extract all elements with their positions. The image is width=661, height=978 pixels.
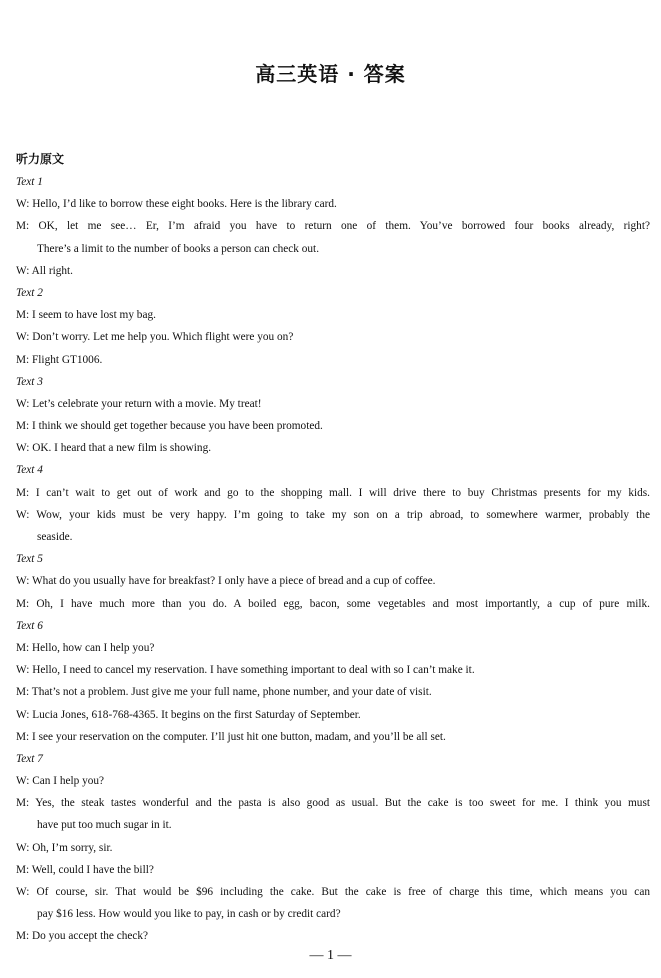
page-title: 高三英语 · 答案 [255,62,406,86]
page-number: — 1 — [309,948,352,963]
transcript-line: M: I see your reservation on the computer. I’ll just hit one button, madam, and you’ll be all set. [16,730,446,743]
transcript-line: M: I think we should get together because you have been promoted. [16,420,323,433]
transcript-line-continued: There’s a limit to the number of books a person can check out. [37,242,320,255]
transcript-line: W: Can I help you? [16,775,105,788]
transcript-line: W: Hello, I need to cancel my reservation. I have something important to deal with so I can’t make it. [16,664,475,677]
transcript-line: W: Wow, your kids must be very happy. I’m going to take my son on a trip abroad, to somewhere warmer, probably the [16,508,650,521]
text-label: Text 6 [16,619,43,632]
transcript-line: W: Hello, I’d like to borrow these eight books. Here is the library card. [16,198,337,211]
transcript-line: M: Oh, I have much more than you do. A boiled egg, bacon, some vegetables and most importantly, a cup of pure milk. [16,597,650,610]
transcript-line: M: Do you accept the check? [16,930,149,943]
transcript-line: M: Hello, how can I help you? [16,641,155,654]
transcript-line: W: Oh, I’m sorry, sir. [16,841,113,854]
transcript-line: M: I can’t wait to get out of work and go to the shopping mall. I will drive there to buy Christmas presents for my kids. [16,486,650,499]
transcript-line: W: OK. I heard that a new film is showing. [16,442,212,455]
transcript-line: W: Let’s celebrate your return with a movie. My treat! [16,397,262,410]
transcript-body [16,171,650,948]
transcript-line-continued: have put too much sugar in it. [37,819,172,832]
text-label: Text 7 [16,752,43,765]
text-label: Text 3 [16,375,43,388]
section-title: 听力原文 [16,152,65,166]
transcript-line-continued: pay $16 less. How would you like to pay, in cash or by credit card? [37,908,341,921]
transcript-line: M: Yes, the steak tastes wonderful and the pasta is also good as usual. But the cake is too sweet for me. I think you must [16,797,650,810]
transcript-line: W: All right. [16,264,74,277]
transcript-line: M: Well, could I have the bill? [16,863,154,876]
transcript-line: W: Lucia Jones, 618-768-4365. It begins on the first Saturday of September. [16,708,361,721]
transcript-line: M: I seem to have lost my bag. [16,309,156,322]
transcript-line: W: What do you usually have for breakfast? I only have a piece of bread and a cup of coffee. [16,575,436,588]
transcript-line: M: OK, let me see… Er, I’m afraid you have to return one of them. You’ve borrowed four books already, right? [16,220,650,233]
transcript-line: M: That’s not a problem. Just give me your full name, phone number, and your date of visit. [16,686,432,699]
transcript-line: M: Flight GT1006. [16,353,103,366]
text-label: Text 5 [16,553,43,566]
text-label: Text 1 [16,176,43,188]
text-label: Text 4 [16,464,43,477]
text-label: Text 2 [16,286,43,299]
transcript-line: W: Of course, sir. That would be $96 including the cake. But the cake is free of charge this time, which means you can [16,886,650,898]
transcript-line: W: Don’t worry. Let me help you. Which flight were you on? [16,331,294,344]
transcript-line-continued: seaside. [37,531,73,543]
